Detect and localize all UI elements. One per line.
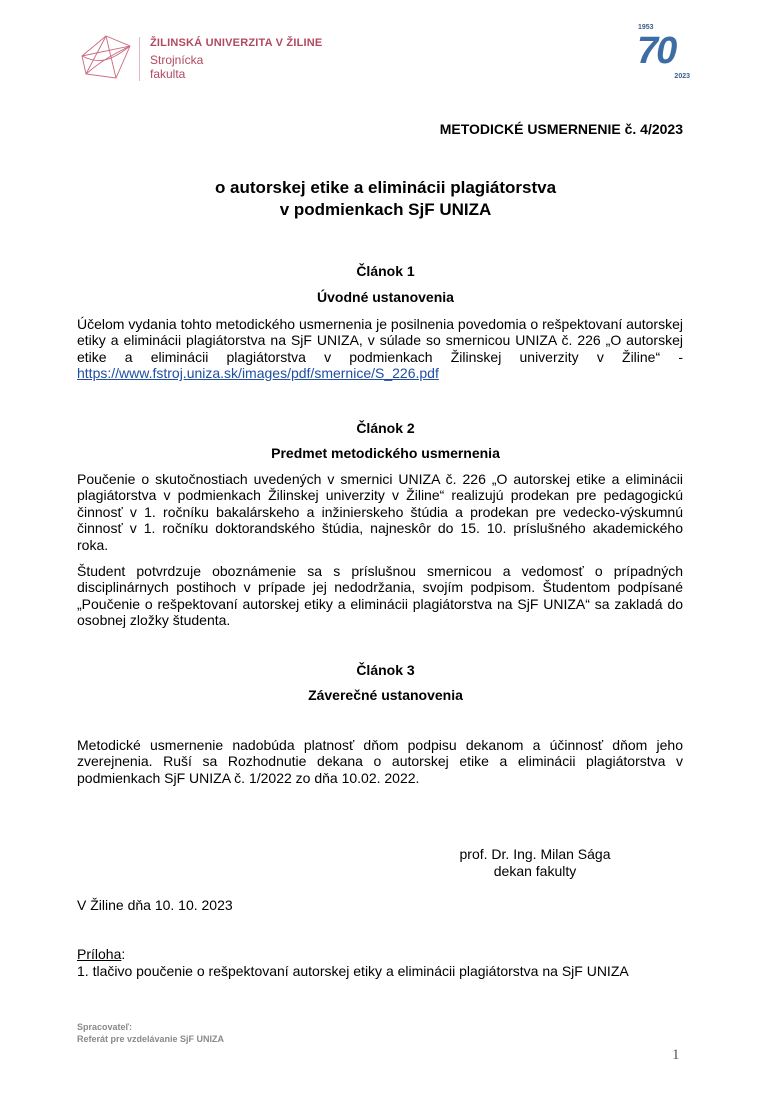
place-and-date: V Žiline dňa 10. 10. 2023 xyxy=(77,897,233,913)
document-number: METODICKÉ USMERNENIE č. 4/2023 xyxy=(439,121,683,137)
university-logo-mark xyxy=(76,32,134,84)
document-title-line2: v podmienkach SjF UNIZA xyxy=(279,200,492,219)
logo-divider xyxy=(139,37,140,81)
faculty-name xyxy=(150,53,203,81)
attachment-label-text: Príloha xyxy=(77,946,122,962)
anniversary-end-year: 2023 xyxy=(674,73,690,80)
article-1-heading: Úvodné ustanovenia xyxy=(317,289,454,305)
prepared-by-department: Referát pre vzdelávanie SjF UNIZA xyxy=(77,1034,225,1044)
article-2-paragraph-2: Študent potvrdzuje oboznámenie sa s príslušnou smernicou a vedomosť o prípadných disciplinárnych postihoch v prípade jej nedodržania, svojím podpisom. Študentom podpísané „Poučenie o rešpektovaní autorskej etiky a eliminácii plagiátorstva na SjF UNIZA“ sa zakladá do osobnej zložky študenta. xyxy=(77,563,683,629)
document-title-line1: o autorskej etike a eliminácii plagiátorstva xyxy=(214,178,557,197)
article-3-heading: Záverečné ustanovenia xyxy=(308,687,463,703)
prepared-by-label: Spracovateľ: xyxy=(77,1022,132,1032)
attachment-label xyxy=(77,946,125,963)
anniversary-number: 70 xyxy=(637,30,676,72)
article-1-text xyxy=(77,316,683,382)
anniversary-start-year: 1953 xyxy=(638,24,654,31)
article-2-paragraph-1: Poučenie o skutočnostiach uvedených v smernici UNIZA č. 226 „O autorskej etike a eliminácii plagiátorstva v podmienkach Žilinskej univerzity v Žiline“ realizujú prodekan pre pedagogickú činnosť v 1. ročníku bakalárskeho a inžinierskeho štúdia a prodekan pre vedecko-výskumnú činnosť v 1. ročníku doktorandského štúdia, najneskôr do 15. 10. príslušného akademického roka. xyxy=(77,471,683,553)
article-2-heading: Predmet metodického usmernenia xyxy=(271,445,500,461)
article-1-body: Účelom vydania tohto metodického usmernenia je posilnenia povedomia o rešpektovaní autorskej etiky a eliminácii plagiátorstva na SjF UNIZA, v súlade so smernicou UNIZA č. 226 „O autorskej etike a eliminácii plagiátorstva v podmienkach Žilinskej univerzity v Žiline“ - xyxy=(77,316,683,365)
signatory-role: dekan fakulty xyxy=(493,863,577,879)
signature-block xyxy=(455,846,615,880)
anniversary-logo xyxy=(636,24,692,82)
article-3-text: Metodické usmernenie nadobúda platnosť dňom podpisu dekanom a účinnosť dňom jeho zverejnenia. Ruší sa Rozhodnutie dekana o autorskej etike a eliminácii plagiátorstva v podmienkach SjF UNIZA č. 1/2022 zo dňa 10.02. 2022. xyxy=(77,737,683,786)
directive-link[interactable]: https://www.fstroj.uniza.sk/images/pdf/smernice/S_226.pdf xyxy=(77,365,439,382)
attachment-label-colon: : xyxy=(121,946,126,962)
page-number: 1 xyxy=(672,1047,680,1063)
university-name: ŽILINSKÁ UNIVERZITA V ŽILINE xyxy=(150,37,323,49)
document-title xyxy=(0,177,771,221)
article-3-label: Článok 3 xyxy=(356,662,415,678)
faculty-name-line1: Strojnícka xyxy=(150,53,204,67)
attachment-item: 1. tlačivo poučenie o rešpektovaní autorskej etiky a eliminácii plagiátorstva na SjF UNIZA xyxy=(77,963,629,979)
article-2-label: Článok 2 xyxy=(356,420,415,436)
signatory-name: prof. Dr. Ing. Milan Sága xyxy=(459,846,611,862)
article-1-label: Článok 1 xyxy=(356,263,415,279)
faculty-name-line2: fakulta xyxy=(150,67,186,81)
